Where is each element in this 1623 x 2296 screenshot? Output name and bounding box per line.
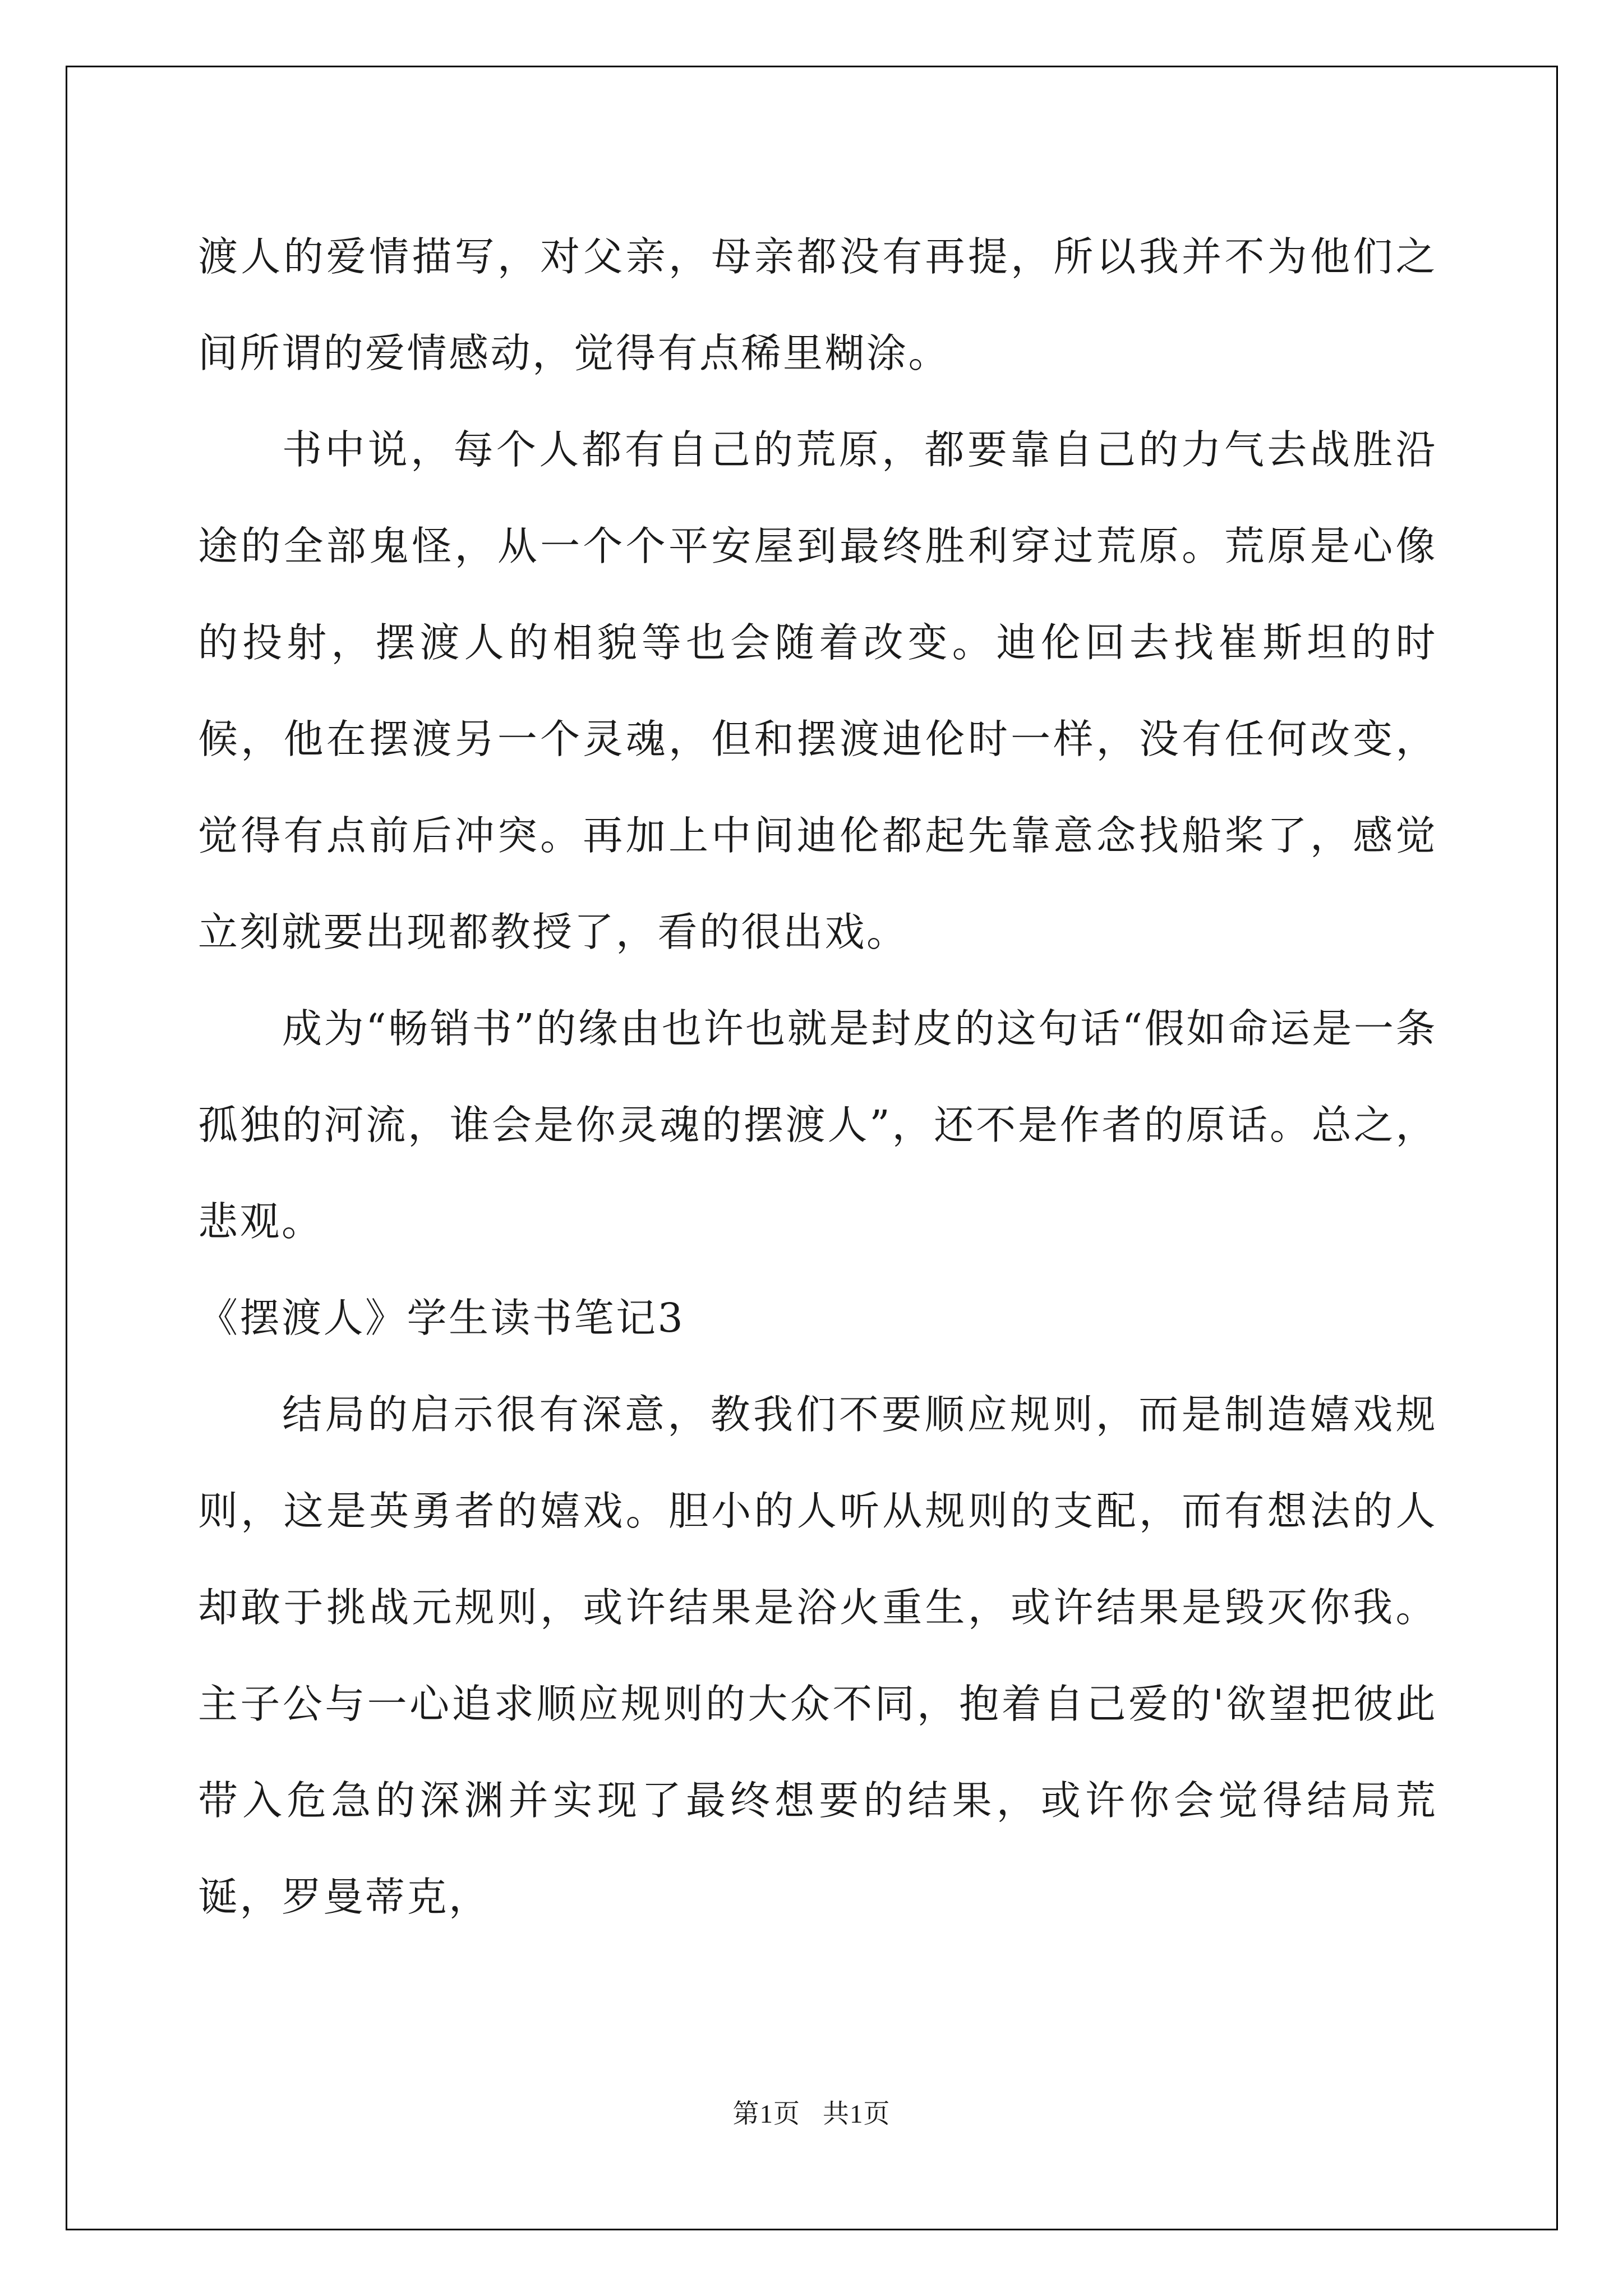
section-heading: 《摆渡人》学生读书笔记3 [198, 1295, 685, 1341]
page-number: 第1页 [732, 2100, 800, 2129]
paragraph: 书中说，每个人都有自己的荒原，都要靠自己的力气去战胜沿途的全部鬼怪，从一个个平安屋到最终胜利穿过荒原。荒原是心像的投射，摆渡人的相貌等也会随着改变。迪伦回去找崔斯坦的时候，他在摆渡另一个灵魂，但和摆渡迪伦时一样，没有任何改变，觉得有点前后冲突。再加上中间迪伦都起先靠意念找船桨了，感觉立刻就要出现都教授了，看的很出戏。 [198, 426, 1437, 955]
page-footer [0, 2093, 1623, 2131]
page-total: 共1页 [823, 2100, 891, 2129]
paragraph: 结局的启示很有深意，教我们不要顺应规则，而是制造嬉戏规则，这是英勇者的嬉戏。胆小的人听从规则的支配，而有想法的人却敢于挑战元规则，或许结果是浴火重生，或许结果是毁灭你我。主子公与一心追求顺应规则的大众不同，抱着自己爱的'欲望把彼此带入危急的深渊并实现了最终想要的结果，或许你会觉得结局荒诞，罗曼蒂克， [198, 1391, 1437, 1920]
paragraph: 成为“畅销书”的缘由也许也就是封皮的这句话“假如命运是一条孤独的河流，谁会是你灵魂的摆渡人”，还不是作者的原话。总之，悲观。 [198, 1005, 1437, 1245]
paragraph: 渡人的爱情描写，对父亲，母亲都没有再提，所以我并不为他们之间所谓的爱情感动，觉得有点稀里糊涂。 [198, 233, 1437, 376]
document-body [198, 209, 1437, 1945]
